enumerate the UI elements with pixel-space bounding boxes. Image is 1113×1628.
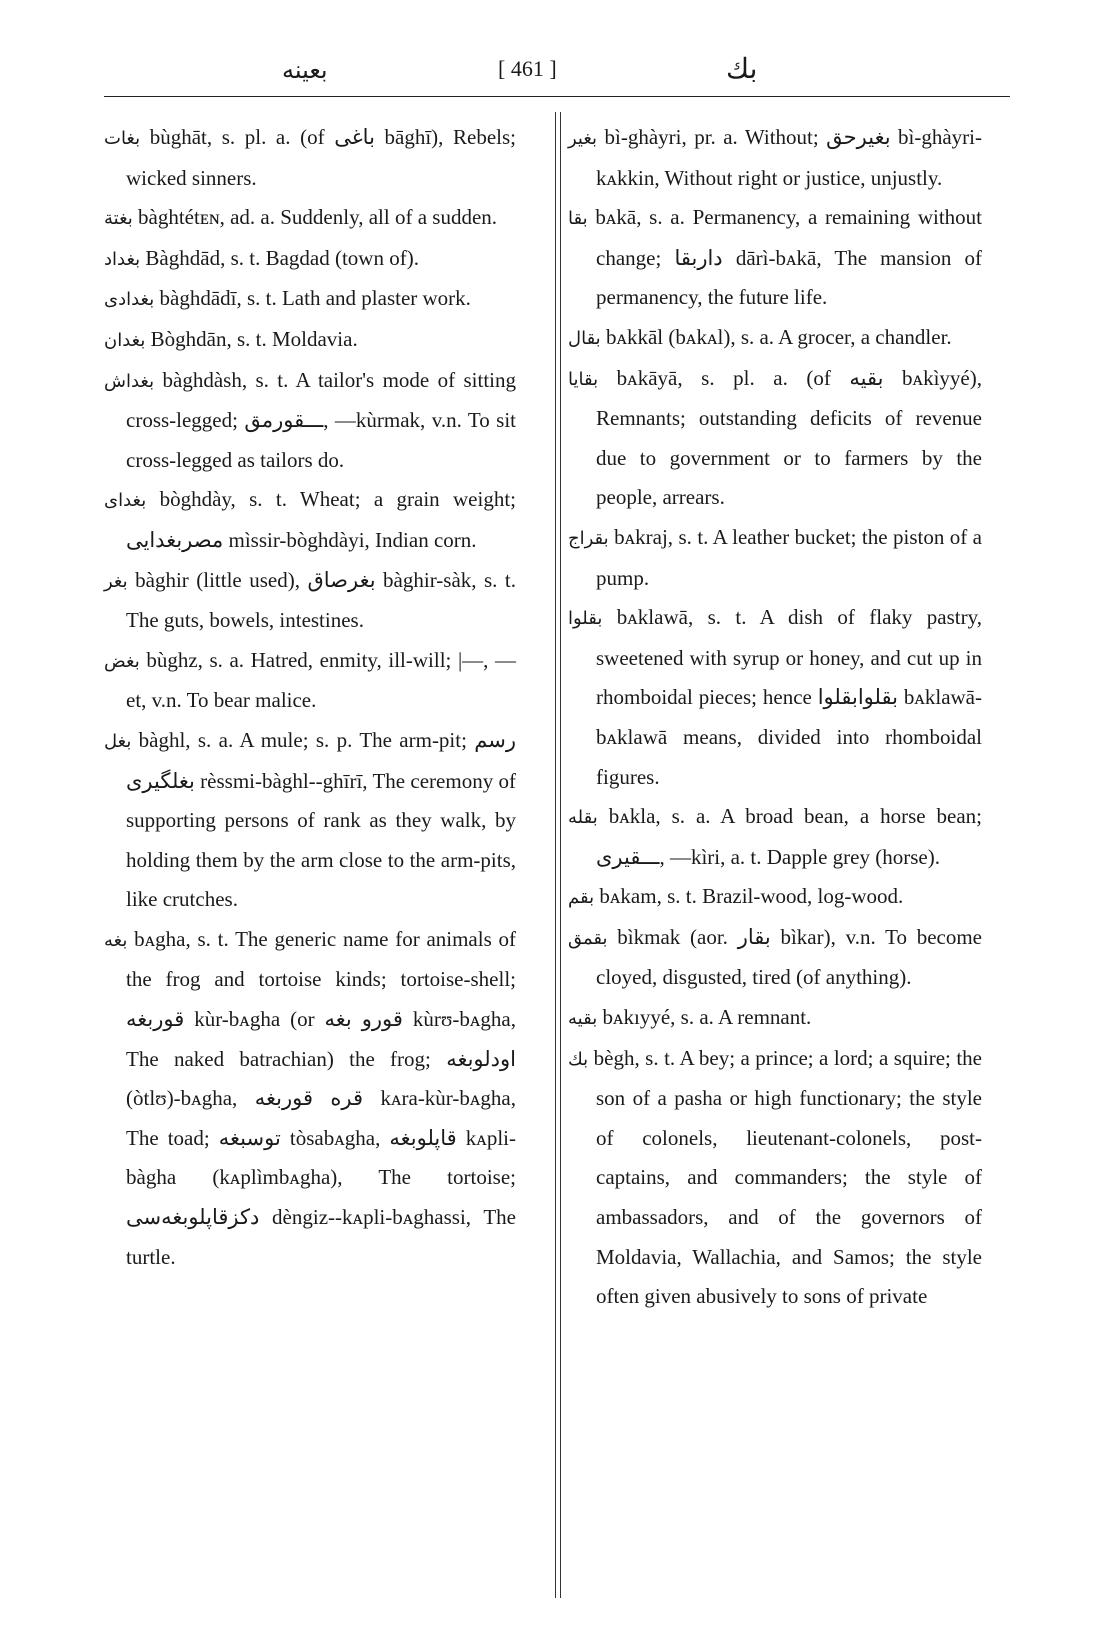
entry-headword: بغدان [104, 329, 146, 351]
header-left-word: بعینه [282, 58, 328, 84]
entry-text: bàghtétᴇɴ, ad. a. Suddenly, all of a sudden. [138, 205, 498, 230]
page-number: [ 461 ] [498, 56, 557, 81]
right-column [568, 118, 982, 1317]
column-divider [555, 112, 556, 1598]
dictionary-entry [568, 998, 982, 1039]
dictionary-entry [568, 198, 982, 318]
entry-text: bᴀkāyā, s. pl. a. (of بقیه bᴀkìyyé), Remnants; outstanding deficits of revenue due to government or to farmers by the people, arrears. [596, 365, 983, 510]
dictionary-entry [568, 797, 982, 877]
entry-headword: بقم [568, 887, 595, 909]
entry-text: bàghdādī, s. t. Lath and plaster work. [159, 286, 471, 311]
dictionary-entry [104, 920, 516, 1277]
header-right-word: بك [726, 54, 758, 85]
entry-text: bᴀkam, s. t. Brazil-wood, log-wood. [599, 884, 904, 909]
entry-text: bàghir (little used), بغرصاق bàghir-sàk, s. t. The guts, bowels, intestines. [126, 567, 517, 633]
entry-headword: بغتة [104, 208, 133, 230]
entry-headword: بغات [104, 128, 141, 149]
dictionary-entry [104, 118, 516, 198]
dictionary-entry [568, 598, 982, 797]
entry-headword: بغدای [104, 490, 147, 512]
entry-headword: بقال [568, 327, 601, 349]
entry-headword: بقلوا [568, 608, 603, 630]
entry-headword: بغیر [568, 128, 598, 149]
entry-headword: بغدادی [104, 289, 155, 311]
entry-text: Bòghdān, s. t. Moldavia. [150, 326, 358, 351]
dictionary-entry [568, 1039, 982, 1317]
dictionary-entry [568, 118, 982, 198]
dictionary-entry [104, 641, 516, 721]
entry-text: bàghdàsh, s. t. A tailor's mode of sitting cross-legged; ـــقورمق, —kùrmak, v.n. To sit cross-legged as tailors do. [126, 367, 517, 472]
entry-text: bègh, s. t. A bey; a prince; a lord; a squire; the son of a pasha or high functionary; the style of colonels, lieutenant-colonels, post-captains, and commanders; the style of ambassadors, and of the governors of Moldavia, Wallachia, and Samos; the style often given abusively to sons of private [593, 1045, 983, 1309]
dictionary-entry [104, 561, 516, 641]
entry-text: bᴀkıyyé, s. a. A remnant. [602, 1005, 812, 1030]
entry-text: bàghl, s. a. A mule; s. p. The arm-pit; رسم بغلگیری rèssmi-bàghl--ghīrī, The ceremony of supporting persons of rank as they walk, by holding them by the arm close to the arm-pits, like crutches. [126, 727, 516, 912]
entry-text: bᴀkkāl (bᴀkᴀl), s. a. A grocer, a chandler. [605, 324, 952, 349]
entry-text: bᴀkla, s. a. A broad bean, a horse bean; ـــقیری, —kìri, a. t. Dapple grey (horse). [596, 804, 983, 869]
entry-headword: بغل [104, 730, 132, 752]
entry-text: Bàghdād, s. t. Bagdad (town of). [145, 245, 419, 270]
entry-text: bᴀklawā, s. t. A dish of flaky pastry, sweetened with syrup or honey, and cut up in rhomboidal pieces; hence بقلوابقلوا bᴀklawā-bᴀklawā means, divided into rhomboidal figures. [596, 605, 983, 789]
entry-headword: بغداش [104, 370, 155, 392]
header-rule [104, 96, 1010, 97]
dictionary-entry [104, 361, 516, 481]
dictionary-entry [568, 318, 982, 359]
entry-headword: بقمق [568, 927, 608, 949]
entry-text: bìkmak (aor. بقار bìkar), v.n. To become cloyed, disgusted, tired (of anything). [596, 924, 983, 990]
entry-text: bùghāt, s. pl. a. (of باغی bāghī), Rebels; wicked sinners. [126, 125, 517, 190]
entry-text: bᴀkā, s. a. Permanency, a remaining without change; داربقا dārì-bᴀkā, The mansion of permanency, the future life. [595, 205, 983, 310]
dictionary-entry [104, 721, 516, 920]
entry-headword: بغه [104, 929, 128, 951]
entry-headword: بقله [568, 807, 598, 829]
entry-text: bùghz, s. a. Hatred, enmity, ill-will; |—, —et, v.n. To bear malice. [126, 647, 516, 713]
dictionary-entry [104, 198, 516, 239]
dictionary-entry [568, 918, 982, 998]
dictionary-entry [568, 518, 982, 598]
entry-text: bᴀgha, s. t. The generic name for animals of the frog and tortoise kinds; tortoise-shell; قوربغه kùr-bᴀgha (or قورو بغه kùrʊ-bᴀgha, The naked batrachian) the frog; اودلوبغه (òtlʊ)-bᴀgha, قره قوربغه kᴀra-kùr-bᴀgha, The toad; توسبغه tòsabᴀgha, قاپلوبغه kᴀpli-bàgha (kᴀplìmbᴀgha), The tortoise; دکزقاپلوبغه‌سی dèngiz--kᴀpli-bᴀghassi, The turtle. [126, 926, 517, 1269]
entry-headword: بقایا [568, 368, 599, 390]
dictionary-entry [568, 359, 982, 518]
dictionary-entry [104, 320, 516, 361]
entry-headword: بقراج [568, 527, 609, 549]
page-header [0, 54, 1113, 94]
entry-headword: بغداد [104, 248, 141, 270]
left-column [104, 118, 516, 1277]
entry-headword: بغر [104, 570, 128, 592]
entry-text: bì-ghàyri, pr. a. Without; بغیرحق bì-ghàyri-kᴀkkin, Without right or justice, unjustly. [596, 125, 982, 190]
entry-headword: بقیه [568, 1008, 598, 1030]
dictionary-entry [104, 480, 516, 560]
dictionary-entry [568, 877, 982, 918]
entry-text: bòghdày, s. t. Wheat; a grain weight; مصربغدایی mìssir-bòghdàyi, Indian corn. [126, 487, 516, 552]
dictionary-entry [104, 279, 516, 320]
entry-headword: بك [568, 1048, 589, 1070]
entry-text: bᴀkraj, s. t. A leather bucket; the piston of a pump. [596, 524, 982, 590]
entry-headword: بقا [568, 208, 588, 230]
entry-headword: بغض [104, 650, 140, 672]
dictionary-entry [104, 239, 516, 280]
column-divider-second [560, 112, 561, 1598]
